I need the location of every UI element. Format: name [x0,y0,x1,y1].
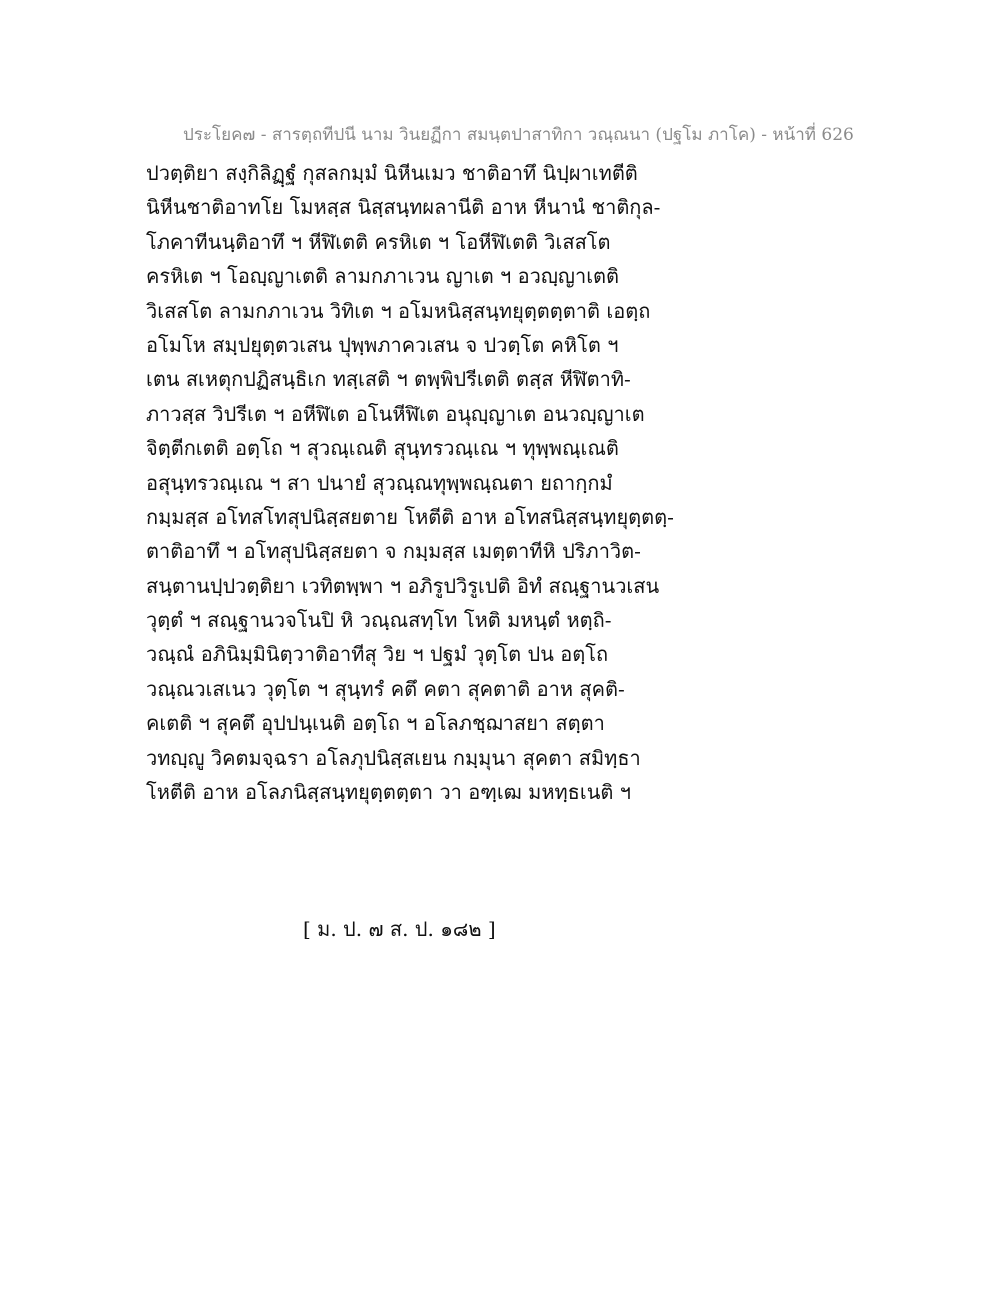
text-line: วณฺณวเสเนว วุตฺโต ฯ สุนฺทรํ คตึ คตา สุคตาติ อาห สุคติ- [146,676,625,701]
text-line: ปวตฺติยา สงฺกิลิฏฺฐํ กุสลกมฺมํ นิหีนเมว ชาติอาทึ นิปฺผาเทตีติ [146,161,638,185]
text-line: กมฺมสฺส อโทสโทสุปนิสฺสยตาย โหตีติ อาห อโทสนิสฺสนฺทยุตฺตตฺ- [146,504,674,529]
text-line: จิตฺตีกเตติ อตฺโถ ฯ สุวณฺเณติ สุนฺทรวณฺเณ ฯ ทุพฺพณฺเณติ [146,436,619,461]
text-line: ครหิเต ฯ โอญฺญาเตติ ลามกภาเวน ญาเต ฯ อวญฺญาเตติ [146,264,620,289]
text-line: อโมโห สมฺปยุตฺตวเสน ปุพฺพภาควเสน จ ปวตฺโต คหิโต ฯ [146,332,619,357]
text-line: นิหีนชาติอาทโย โมหสฺส นิสฺสนฺทผลานีติ อาห หีนานํ ชาติกุล- [146,195,661,220]
text-line: วิเสสโต ลามกภาเวน วิทิเต ฯ อโมหนิสฺสนฺทยุตฺตตฺตาติ เอตฺถ [146,298,651,323]
page-header: ประโยค๗ - สารตฺถทีปนี นาม วินยฏีกา สมนฺตปาสาทิกา วณฺณนา (ปฐโม ภาโค) - หน้าที่ 626 [183,125,854,145]
text-line: อสุนฺทรวณฺเณ ฯ สา ปนายํ สุวณฺณทุพฺพณฺณตา ยถากฺกมํ [146,470,613,495]
text-line: ภาวสฺส วิปรีเต ฯ อหีฬิเต อโนหีฬิเต อนุญฺญาเต อนวญฺญาเต [146,401,645,426]
text-line: โภคาทีนนฺติอาทึ ฯ หีฬิเตติ ครหิเต ฯ โอหีฬิเตติ วิเสสโต [146,229,611,254]
source-reference: [ ม. ป. ๗ ส. ป. ๑๘๒ ] [303,917,496,941]
text-line: คเตติ ฯ สุคตึ อุปปนฺเนติ อตฺโถ ฯ อโลภชฺฌาสยา สตฺตา [146,711,605,736]
text-line: สนฺตานปฺปวตฺติยา เวทิตพฺพา ฯ อภิรูปวิรูเปติ อิทํ สณฺฐานวเสน [146,573,660,598]
text-line: วณฺณํ อภินิมฺมินิตฺวาติอาทีสุ วิย ฯ ปฐมํ วุตฺโต ปน อตฺโถ [146,642,609,667]
text-line: วุตฺตํ ฯ สณฺฐานวจโนปิ หิ วณฺณสทฺโท โหติ มหนฺตํ หตฺถิ- [146,608,612,633]
body-text [146,156,866,809]
text-line: วทญฺญู วิคตมจฺฉรา อโลภุปนิสฺสเยน กมฺมุนา สุคตา สมิทฺธา [146,745,641,770]
text-line: โหตีติ อาห อโลภนิสฺสนฺทยุตฺตตฺตา วา อฑฺเฒ มหทฺธเนติ ฯ [146,780,631,805]
text-line: เตน สเหตุกปฏิสนฺธิเก ทสฺเสติ ฯ ตพฺพิปรีเตติ ตสฺส หีฬิตาทิ- [146,367,631,392]
text-line: ตาติอาทึ ฯ อโทสุปนิสฺสยตา จ กมฺมสฺส เมตฺตาทีหิ ปริภาวิต- [146,539,641,564]
